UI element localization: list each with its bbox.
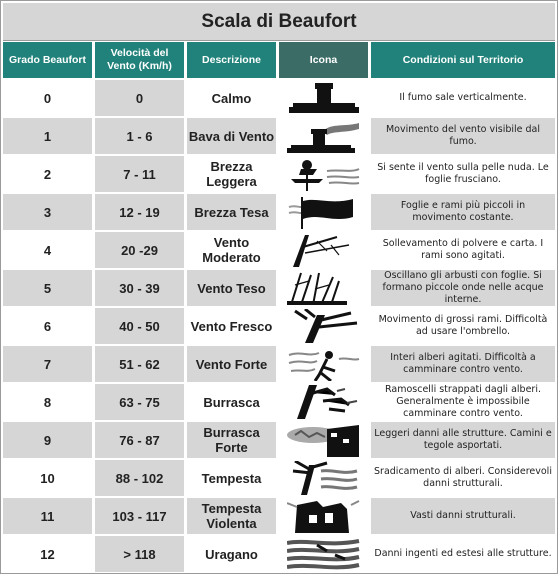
- chimney-vertical-smoke-icon: [287, 81, 361, 115]
- descrizione-cell: Vento Forte: [187, 346, 276, 382]
- broken-twigs-icon: [287, 385, 361, 419]
- grado-cell: 9: [3, 422, 92, 458]
- descrizione-cell: Vento Teso: [187, 270, 276, 306]
- header-grado: Grado Beaufort: [3, 42, 92, 78]
- header-descrizione: Descrizione: [187, 42, 276, 78]
- large-branches-icon: [287, 309, 361, 343]
- descrizione-cell: Burrasca Forte: [187, 422, 276, 458]
- velocita-cell: 1 - 6: [95, 118, 184, 154]
- icona-cell: [279, 270, 368, 306]
- condizioni-cell: Foglie e rami più piccoli in movimento costante.: [371, 194, 555, 230]
- velocita-cell: > 118: [95, 536, 184, 572]
- descrizione-cell: Vento Fresco: [187, 308, 276, 344]
- icona-cell: [279, 156, 368, 192]
- icona-cell: [279, 308, 368, 344]
- velocita-cell: 30 - 39: [95, 270, 184, 306]
- descrizione-cell: Brezza Leggera: [187, 156, 276, 192]
- grado-cell: 1: [3, 118, 92, 154]
- velocita-cell: 63 - 75: [95, 384, 184, 420]
- icona-cell: [279, 80, 368, 116]
- icona-cell: [279, 422, 368, 458]
- walker-against-wind-icon: [287, 347, 361, 381]
- condizioni-cell: Oscillano gli arbusti con foglie. Si formano piccole onde nelle acque interne.: [371, 270, 555, 306]
- descrizione-cell: Burrasca: [187, 384, 276, 420]
- roof-tiles-icon: [287, 423, 361, 457]
- shrub-icon: [287, 271, 361, 305]
- hurricane-icon: [287, 537, 361, 571]
- header-velocita: Velocità del Vento (Km/h): [95, 42, 184, 78]
- header-condizioni: Condizioni sul Territorio: [371, 42, 555, 78]
- damaged-building-icon: [287, 499, 361, 533]
- icona-cell: [279, 536, 368, 572]
- velocita-cell: 20 -29: [95, 232, 184, 268]
- grado-cell: 2: [3, 156, 92, 192]
- weathervane-icon: [287, 157, 361, 191]
- icona-cell: [279, 346, 368, 382]
- descrizione-cell: Bava di Vento: [187, 118, 276, 154]
- page-title: Scala di Beaufort: [3, 3, 555, 41]
- condizioni-cell: Interi alberi agitati. Difficoltà a camminare contro vento.: [371, 346, 555, 382]
- velocita-cell: 88 - 102: [95, 460, 184, 496]
- velocita-cell: 76 - 87: [95, 422, 184, 458]
- chimney-drifting-smoke-icon: [287, 119, 361, 153]
- uprooted-tree-icon: [287, 461, 361, 495]
- icona-cell: [279, 232, 368, 268]
- condizioni-cell: Danni ingenti ed estesi alle strutture.: [371, 536, 555, 572]
- grado-cell: 10: [3, 460, 92, 496]
- branches-icon: [287, 233, 361, 267]
- velocita-cell: 40 - 50: [95, 308, 184, 344]
- condizioni-cell: Leggeri danni alle strutture. Camini e tegole asportati.: [371, 422, 555, 458]
- velocita-cell: 0: [95, 80, 184, 116]
- velocita-cell: 103 - 117: [95, 498, 184, 534]
- descrizione-cell: Uragano: [187, 536, 276, 572]
- descrizione-cell: Vento Moderato: [187, 232, 276, 268]
- flag-icon: [287, 195, 361, 229]
- icona-cell: [279, 384, 368, 420]
- header-icona: Icona: [279, 42, 368, 78]
- condizioni-cell: Sollevamento di polvere e carta. I rami sono agitati.: [371, 232, 555, 268]
- velocita-cell: 51 - 62: [95, 346, 184, 382]
- grado-cell: 5: [3, 270, 92, 306]
- descrizione-cell: Calmo: [187, 80, 276, 116]
- icona-cell: [279, 194, 368, 230]
- icona-cell: [279, 460, 368, 496]
- grado-cell: 12: [3, 536, 92, 572]
- grado-cell: 11: [3, 498, 92, 534]
- grado-cell: 8: [3, 384, 92, 420]
- grado-cell: 7: [3, 346, 92, 382]
- condizioni-cell: Si sente il vento sulla pelle nuda. Le foglie frusciano.: [371, 156, 555, 192]
- velocita-cell: 12 - 19: [95, 194, 184, 230]
- descrizione-cell: Tempesta: [187, 460, 276, 496]
- velocita-cell: 7 - 11: [95, 156, 184, 192]
- grado-cell: 6: [3, 308, 92, 344]
- condizioni-cell: Il fumo sale verticalmente.: [371, 80, 555, 116]
- descrizione-cell: Tempesta Violenta: [187, 498, 276, 534]
- grado-cell: 3: [3, 194, 92, 230]
- descrizione-cell: Brezza Tesa: [187, 194, 276, 230]
- grado-cell: 0: [3, 80, 92, 116]
- icona-cell: [279, 118, 368, 154]
- condizioni-cell: Ramoscelli strappati dagli alberi. Generalmente è impossibile camminare contro vento.: [371, 384, 555, 420]
- grado-cell: 4: [3, 232, 92, 268]
- condizioni-cell: Movimento di grossi rami. Difficoltà ad usare l'ombrello.: [371, 308, 555, 344]
- condizioni-cell: Movimento del vento visibile dal fumo.: [371, 118, 555, 154]
- condizioni-cell: Vasti danni strutturali.: [371, 498, 555, 534]
- icona-cell: [279, 498, 368, 534]
- condizioni-cell: Sradicamento di alberi. Considerevoli danni strutturali.: [371, 460, 555, 496]
